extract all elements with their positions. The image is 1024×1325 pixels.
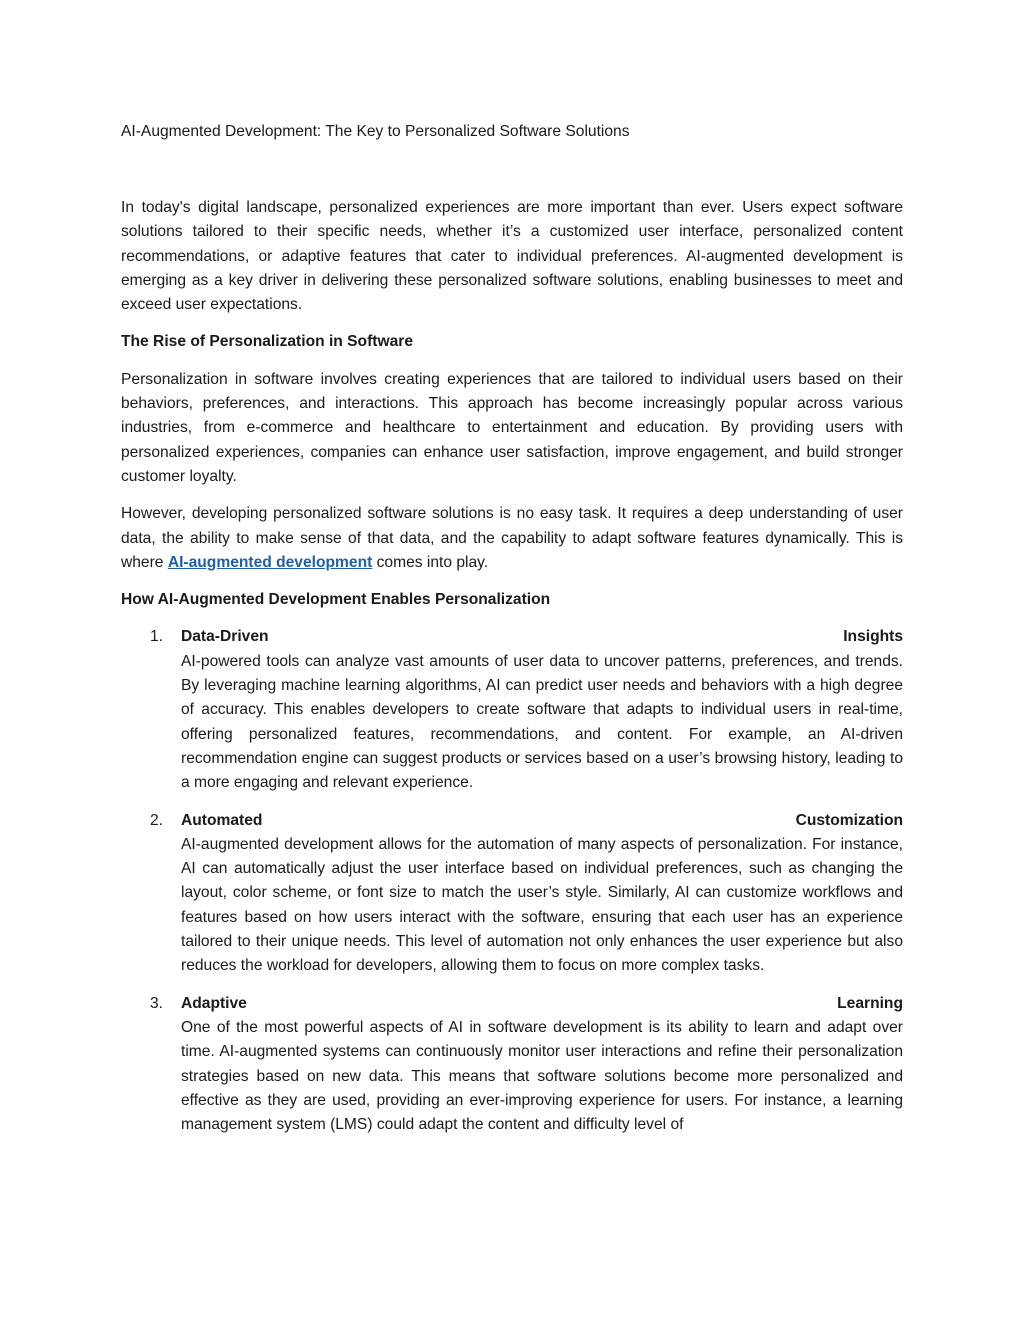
numbered-list (121, 625, 903, 1137)
list-item-title-right: Insights (843, 628, 903, 646)
list-item-title (181, 625, 903, 649)
list-number: 1. (150, 628, 164, 646)
list-item-title-right: Customization (795, 811, 903, 829)
document-page (121, 121, 903, 1150)
ai-augmented-development-link[interactable]: AI-augmented development (167, 553, 373, 571)
list-item (121, 809, 903, 979)
section-heading-how: How AI-Augmented Development Enables Personalization (121, 591, 551, 609)
challenge-text-before: However, developing personalized software solutions is no easy task. It requires a deep understanding of user data, the ability to make sense of that data, and the capability to adapt software features dynamically. This is where (121, 505, 903, 571)
list-item-body: AI-augmented development allows for the automation of many aspects of personalization. For instance, AI can automatically adjust the user interface based on individual preferences, such as changing the layout, color scheme, or font size to match the user’s style. Similarly, AI can customize workflows and features based on how users interact with the software, ensuring that each user has an experience tailored to their unique needs. This level of automation not only enhances the user experience but also reduces the workload for developers, allowing them to focus on more complex tasks. (181, 835, 903, 975)
list-item-title (181, 992, 903, 1016)
list-item-title-right: Learning (837, 994, 903, 1012)
rise-paragraph: Personalization in software involves creating experiences that are tailored to individual users based on their behaviors, preferences, and interactions. This approach has become increasingly popular across various industries, from e-commerce and healthcare to entertainment and education. By providing users with personalized experiences, companies can enhance user satisfaction, improve engagement, and build stronger customer loyalty. (121, 370, 903, 485)
list-item-body: AI-powered tools can analyze vast amounts of user data to uncover patterns, preferences, and trends. By leveraging machine learning algorithms, AI can predict user needs and behaviors with a high degree of accuracy. This enables developers to create software that adapts to individual users in real-time, offering personalized features, recommendations, and content. For example, an AI-driven recommendation engine can suggest products or services based on a user’s browsing history, leading to a more engaging and relevant experience. (181, 652, 903, 792)
list-number: 2. (150, 811, 164, 829)
intro-paragraph: In today's digital landscape, personalized experiences are more important than ever. Users expect software solutions tailored to their specific needs, whether it’s a customized user interface, personalized content recommendations, or adaptive features that cater to individual preferences. AI-augmented development is emerging as a key driver in delivering these personalized software solutions, enabling businesses to meet and exceed user expectations. (121, 199, 903, 314)
list-item-title-left: Data-Driven (181, 628, 269, 646)
section-heading-rise: The Rise of Personalization in Software (121, 333, 414, 351)
list-item-title (181, 809, 903, 833)
challenge-paragraph (121, 502, 903, 575)
list-item (121, 992, 903, 1138)
challenge-text-after: comes into play. (372, 553, 489, 571)
document-title: AI-Augmented Development: The Key to Personalized Software Solutions (121, 123, 630, 140)
list-item-title-left: Adaptive (181, 994, 247, 1012)
list-item-title-left: Automated (181, 811, 263, 829)
list-item-body: One of the most powerful aspects of AI in software development is its ability to learn and adapt over time. AI-augmented systems can continuously monitor user interactions and refine their personalization strategies based on new data. This means that software solutions become more personalized and effective as they are used, providing an ever-improving experience for users. For instance, a learning management system (LMS) could adapt the content and difficulty level of (181, 1018, 903, 1134)
list-number: 3. (150, 994, 164, 1012)
list-item (121, 625, 903, 795)
